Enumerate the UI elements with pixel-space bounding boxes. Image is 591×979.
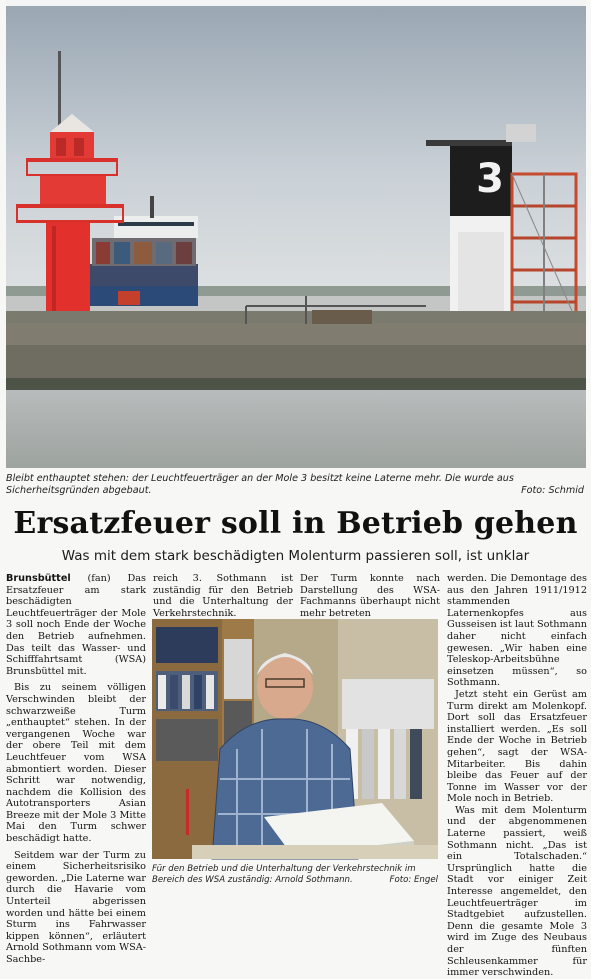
office-portrait-illustration xyxy=(152,619,438,859)
top-photo-credit: Foto: Schmid xyxy=(521,485,584,496)
article-paragraph: Der Turm konnte nach Darstellung des WSA-Fachmanns überhaupt nicht mehr betreten xyxy=(300,573,440,619)
article-paragraph: Jetzt steht ein Gerüst am Turm direkt am Molenkopf. Dort soll das Ersatzfeuer installiert werden. „Es soll Ende der Woche in Betrieb gehen“, sagt der WSA-Mitarbeiter. Bis dahin bleibe das Feuer auf der Tonne im Wasser vor der Mole noch in Betrieb. xyxy=(447,688,587,805)
tower-number: 3 xyxy=(476,156,504,202)
article-paragraph: Was mit dem Molenturm und der abgenommenen Laterne passiert, weiß Sothmann nicht. „Das ist ein Totalschaden.“ Ursprünglich hatte die Stadt vor einiger Zeit Interesse angemeldet, den Leuchtfeuerträger im Stadtgebiet aufzustellen. Denn die gesamte Mole 3 wird im Zuge des Neubaus der fünften Schleusenkammer für immer verschwinden. xyxy=(447,804,587,979)
dateline: Brunsbüttel xyxy=(6,573,71,584)
harbour-photo-illustration xyxy=(6,6,586,468)
article-column-4 xyxy=(447,573,587,979)
article-paragraph: Seitdem war der Turm zu einem Sicherheitsrisiko geworden. „Die Laterne war durch die Havarie vom Unterteil abgerissen worden und hätte bei einem Sturm ins Fahrwasser kippen können“, erläutert Arnold Sothmann vom WSA-Sachbe- xyxy=(6,849,146,965)
article-column-1 xyxy=(6,573,146,966)
headline: Ersatzfeuer soll in Betrieb gehen xyxy=(13,506,578,541)
top-photo-caption xyxy=(6,473,586,497)
article-paragraph: werden. Die Demontage des aus den Jahren 1911/1912 stammenden Laternenkopfes aus Gusseisen ist laut Sothmann daher nicht einfach gewesen. „Wir haben eine Teleskop-Arbeitsbühne einsetzen müssen“, so Sothmann. xyxy=(447,573,587,689)
mid-photo-credit: Foto: Engel xyxy=(389,875,438,885)
article-paragraph xyxy=(6,573,146,677)
article-paragraph: reich 3. Sothmann ist zuständig für den Betrieb und die Unterhaltung der Verkehrstechnik. xyxy=(153,573,293,619)
top-caption-text: Bleibt enthauptet stehen: der Leuchtfeuerträger an der Mole 3 besitzt keine Laterne mehr. Die wurde aus Sicherheitsgründen abgebaut. xyxy=(6,473,514,496)
subheadline: Was mit dem stark beschädigten Molenturm passieren soll, ist unklar xyxy=(61,548,530,564)
harbour-photo xyxy=(6,6,586,468)
article-paragraph: Bis zu seinem völligen Verschwinden bleibt der schwarzweiße Turm „enthauptet“ stehen. In der vergangenen Woche war der obere Teil mit dem Leuchtfeuer vom WSA abmontiert worden. Dieser Schritt war notwendig, nachdem die Kollision des Autotransporters Asian Breeze mit der Mole 3 Mitte Mai den Turm schwer beschädigt hatte. xyxy=(6,682,146,845)
article-column-2 xyxy=(153,573,293,619)
office-portrait-photo xyxy=(152,619,438,859)
mid-caption-text: Für den Betrieb und die Unterhaltung der Verkehrstechnik im Bereich des WSA zuständig: Arnold Sothmann. xyxy=(152,864,416,885)
article-text: (fan) Das Ersatzfeuer am stark beschädigten Leuchtfeuerträger der Mole 3 soll noch Ende der Woche den Betrieb aufnehmen. Das teilt das Wasser- und Schifffahrtsamt (WSA) Brunsbüttel mit. xyxy=(6,573,146,677)
article-column-3 xyxy=(300,573,440,619)
mid-photo-caption xyxy=(152,864,438,886)
